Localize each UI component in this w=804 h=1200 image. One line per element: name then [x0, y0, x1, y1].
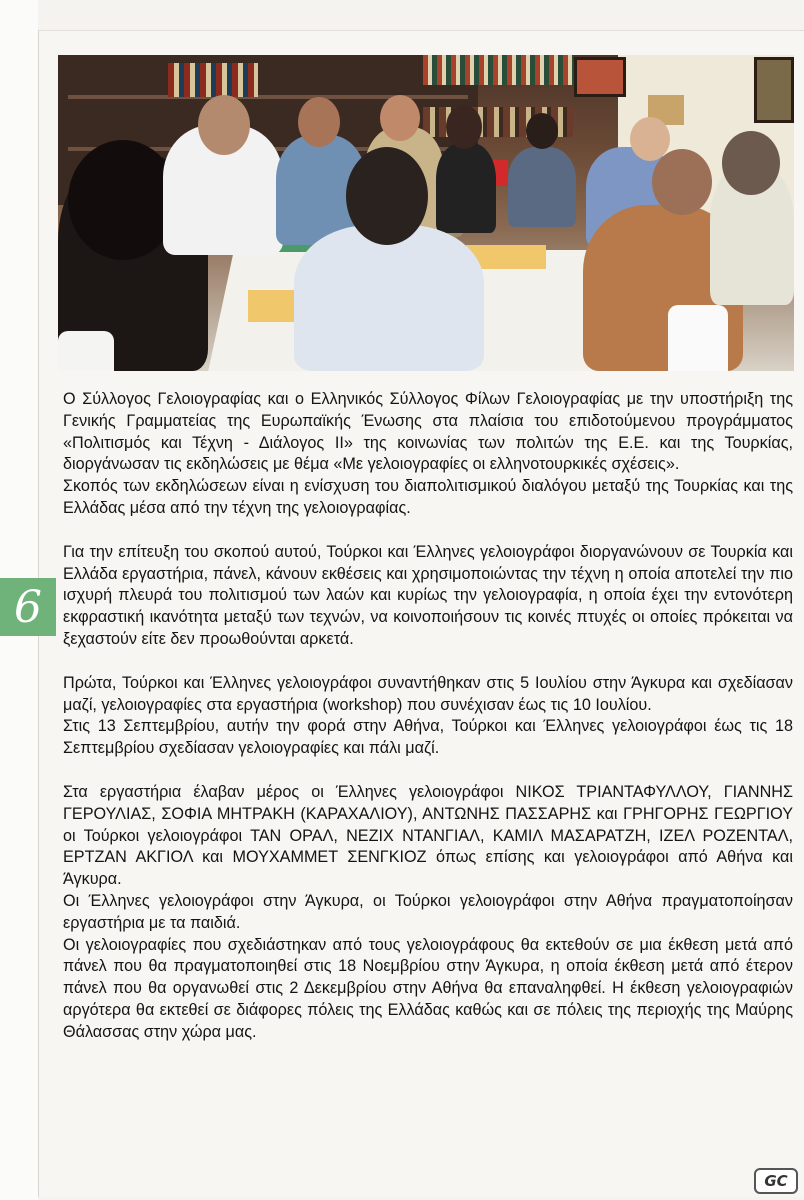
- chair: [58, 331, 114, 371]
- person: [294, 225, 484, 371]
- page-number: 6: [0, 578, 56, 636]
- gc-logo: GC: [754, 1168, 798, 1194]
- paragraph: Στις 13 Σεπτεμβρίου, αυτήν την φορά στην Αθήνα, Τούρκοι και Έλληνες γελοιογράφοι έως τις 18 Σεπτεμβρίου σχεδίασαν γελοιογραφίες και πάλι μαζί.: [63, 717, 793, 758]
- paragraph: Πρώτα, Τούρκοι και Έλληνες γελοιογράφοι συναντήθηκαν στις 5 Ιουλίου στην Άγκυρα και σχεδίασαν μαζί, γελοιογραφίες στα εργαστήρια (workshop) που συνέχισαν έως τις 10 Ιουλίου.: [63, 673, 793, 714]
- person: [436, 143, 496, 233]
- paragraph: Για την επίτευξη του σκοπού αυτού, Τούρκοι και Έλληνες γελοιογράφοι διοργανώνουν σε Τουρκία και Ελλάδα εργαστήρια, πάνελ, κάνουν εκθέσεις και χρησιμοποιώντας την τέχνη η οποία αποτελεί την πιο ισχυρή πλευρά του πολιτισμού των λαών και κυρίως την γελοιογραφία, η οποία έχει την εντονότερη εκφραστική ικανότητα μεταξύ των τεχνών, να κοινοποιήσουν τις κοινές πτυχές οι οποίες πρόκειται να ξεχαστούν είτε δεν προωθούνται αρκετά.: [63, 542, 793, 648]
- paragraph: Οι γελοιογραφίες που σχεδιάστηκαν από τους γελοιογράφους θα εκτεθούν σε μια έκθεση μετά από πάνελ που θα πραγματοποιηθεί στις 18 Νοεμβρίου στην Άγκυρα, η οποία έκθεση μετά από έτερον πάνελ που θα οργανωθεί στις 2 Δεκεμβρίου στην Αθήνα θα επαναληφθεί. Η έκθεση γελοιογραφιών αργότερα θα εκτεθεί σε διάφορες πόλεις της Ελλάδας καθώς και σε πόλεις της περιοχής της Μαύρης Θάλασσας στην χώρα μας.: [63, 935, 793, 1041]
- meeting-photo: [58, 55, 794, 371]
- paragraph: Ο Σύλλογος Γελοιογραφίας και ο Ελληνικός Σύλλογος Φίλων Γελοιογραφίας με την υποστήριξη της Γενικής Γραμματείας της Ευρωπαϊκής Ένωσης στα πλαίσια του επιδοτούμενου προγράμματος «Πολιτισμός και Τέχνη - Διάλογος ΙΙ» της κοινωνίας των πολιτών της Ε.Ε. και της Τουρκίας, διοργάνωσαν τις εκδηλώσεις με θέμα «Με γελοιογραφίες οι ελληνοτουρκικές σχέσεις».: [63, 390, 793, 474]
- paragraph: Οι Έλληνες γελοιογράφοι στην Άγκυρα, οι Τούρκοι γελοιογράφοι στην Αθήνα πραγματοποίησαν εργαστήρια με τα παιδιά.: [63, 891, 793, 932]
- paragraph: Στα εργαστήρια έλαβαν μέρος οι Έλληνες γελοιογράφοι ΝΙΚΟΣ ΤΡΙΑΝΤΑΦΥΛΛΟΥ, ΓΙΑΝΝΗΣ ΓΕΡΟΥΛΙΑΣ, ΣΟΦΙΑ ΜΗΤΡΑΚΗ (ΚΑΡΑΧΑΛΙΟΥ), ΑΝΤΩΝΗΣ ΠΑΣΣΑΡΗΣ και ΓΡΗΓΟΡΗΣ ΓΕΩΡΓΙΟΥ οι Τούρκοι γελοιογράφοι ΤΑΝ ΟΡΑΛ, ΝΕΖΙΧ ΝΤΑΝΓΙΑΛ, ΚΑΜΙΛ ΜΑΣΑΡΑΤΖΗ, ΙΖΕΛ ΡΟΖΕΝΤΑΛ, ΕΡΤΖΑΝ ΑΚΓΙΟΛ και ΜΟΥΧΑΜΜΕΤ ΣΕΝΓΚΙΟΖ όπως επίσης και γελοιογράφοι από Αθήνα και Άγκυρα.: [63, 782, 793, 889]
- paragraph: Σκοπός των εκδηλώσεων είναι η ενίσχυση του διαπολιτισμικού διαλόγου μεταξύ της Τουρκίας και της Ελλάδας μέσα από την τέχνη της γελοιογραφίας.: [63, 477, 793, 517]
- wall-painting: [574, 57, 626, 97]
- article-body: [63, 389, 793, 1044]
- person: [508, 147, 576, 227]
- wall-frame: [754, 57, 794, 123]
- chair: [668, 305, 728, 371]
